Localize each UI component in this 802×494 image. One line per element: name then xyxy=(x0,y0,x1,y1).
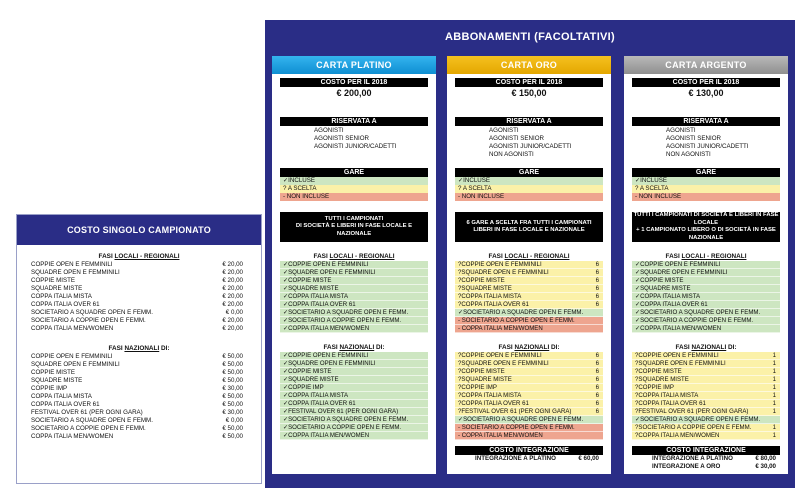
competition-name: ?COPPIE IMP xyxy=(458,384,497,391)
price-row-label: SQUADRE OPEN E FEMMINILI xyxy=(31,361,120,368)
competition-row xyxy=(280,301,428,309)
competition-name: ?COPPA ITALIA MISTA xyxy=(458,392,522,399)
competition-count: 6 xyxy=(595,360,599,367)
competition-row xyxy=(455,309,603,317)
price-row-value: € 50,00 xyxy=(222,377,243,384)
competition-name: ✓SOCIETARIO A SQUADRE OPEN E FEMM. xyxy=(635,309,761,316)
competition-row xyxy=(455,293,603,301)
local-section-title xyxy=(447,252,611,261)
price-row xyxy=(17,393,261,401)
competition-row xyxy=(632,384,780,392)
competition-name: ✓SOCIETARIO A COPPIE OPEN E FEMM. xyxy=(283,424,402,431)
integration-price: € 60,00 xyxy=(578,455,599,462)
competition-row xyxy=(632,309,780,317)
competition-row xyxy=(632,432,780,440)
competition-row xyxy=(455,432,603,440)
price-row-label: COPPA ITALIA MEN/WOMEN xyxy=(31,433,114,440)
competition-name: ✓SOCIETARIO A SQUADRE OPEN E FEMM. xyxy=(458,416,584,423)
description-line: 6 GARE A SCELTA FRA TUTTI I CAMPIONATI xyxy=(466,219,592,226)
price-row xyxy=(17,409,261,417)
competition-row xyxy=(632,424,780,432)
reserved-item: AGONISTI SENIOR xyxy=(666,135,722,142)
competition-name: ✓COPPA ITALIA MEN/WOMEN xyxy=(283,325,370,332)
competition-row xyxy=(455,360,603,368)
competition-name: - SOCIETARIO A COPPIE OPEN E FEMM. xyxy=(458,317,575,324)
competition-row xyxy=(280,352,428,360)
price-row xyxy=(17,385,261,393)
integration-price: € 80,00 xyxy=(755,455,776,462)
card-oro xyxy=(447,56,611,474)
price-row xyxy=(17,361,261,369)
price-row-value: € 50,00 xyxy=(222,425,243,432)
competition-row xyxy=(632,285,780,293)
national-title: NAZIONALI xyxy=(514,344,550,351)
price-row-label: SOCIETARIO A COPPIE OPEN E FEMM. xyxy=(31,317,146,324)
competition-row xyxy=(455,269,603,277)
competition-count: 6 xyxy=(595,301,599,308)
price-row-label: SQUADRE OPEN E FEMMINILI xyxy=(31,269,120,276)
competition-name: ?SQUADRE MISTE xyxy=(458,376,512,383)
description-line: + 1 CAMPIONATO LIBERO O DI SOCIETÀ IN FASE NAZIONALE xyxy=(636,227,776,241)
local-title: LOCALI - REGIONALI xyxy=(329,253,395,260)
price-row-value: € 20,00 xyxy=(222,277,243,284)
competition-row xyxy=(632,376,780,384)
national-suffix: DI: xyxy=(726,344,737,351)
competition-name: ✓SQUADRE MISTE xyxy=(283,285,339,292)
competition-row xyxy=(455,317,603,325)
competition-name: ✓COPPIE OPEN E FEMMINILI xyxy=(635,261,721,268)
competition-row xyxy=(455,400,603,408)
competition-count: 1 xyxy=(772,384,776,391)
price-row-label: COPPA ITALIA OVER 61 xyxy=(31,401,100,408)
competition-count: 6 xyxy=(595,368,599,375)
legend-item: - NON INCLUSE xyxy=(632,193,780,201)
competition-name: ?COPPIE MISTE xyxy=(458,277,505,284)
integration-name: INTEGRAZIONE A ORO xyxy=(652,463,721,470)
left-local-list xyxy=(17,261,261,333)
competition-count: 6 xyxy=(595,384,599,391)
competition-name: ✓COPPIE OPEN E FEMMINILI xyxy=(283,352,369,359)
price-row xyxy=(17,269,261,277)
reserved-item: NON AGONISTI xyxy=(489,151,534,158)
competition-name: ✓COPPA ITALIA MISTA xyxy=(283,293,349,300)
competition-name: ?FESTIVAL OVER 61 (PER OGNI GARA) xyxy=(458,408,572,415)
reserved-item: AGONISTI xyxy=(666,127,696,134)
competition-count: 6 xyxy=(595,269,599,276)
competition-name: ✓FESTIVAL OVER 61 (PER OGNI GARA) xyxy=(283,408,399,415)
competition-row xyxy=(280,408,428,416)
price-row xyxy=(17,293,261,301)
price-row-label: SOCIETARIO A COPPIE OPEN E FEMM. xyxy=(31,425,146,432)
integration-row xyxy=(447,455,611,463)
competition-row xyxy=(632,416,780,424)
competition-count: 1 xyxy=(772,400,776,407)
competition-name: ✓COPPA ITALIA MISTA xyxy=(283,392,349,399)
competition-name: ✓SQUADRE OPEN E FEMMINILI xyxy=(635,269,728,276)
competition-row xyxy=(455,301,603,309)
integration-row xyxy=(624,463,788,471)
reserved-item: AGONISTI JUNIOR/CADETTI xyxy=(489,143,572,150)
card-title: CARTA PLATINO xyxy=(272,56,436,74)
price-row-value: € 20,00 xyxy=(222,269,243,276)
description-line: TUTTI I CAMPIONATI DI SOCIETÀ E LIBERI IN FASE LOCALE xyxy=(633,212,779,226)
competition-name: ✓SOCIETARIO A SQUADRE OPEN E FEMM. xyxy=(635,416,761,423)
competition-row xyxy=(455,325,603,333)
subscriptions-title: ABBONAMENTI (FACOLTATIVI) xyxy=(265,20,795,54)
local-prefix: FASI xyxy=(665,253,682,260)
national-section-title xyxy=(447,343,611,352)
competition-name: ?COPPIE MISTE xyxy=(458,368,505,375)
price-row-label: COPPIE MISTE xyxy=(31,369,76,376)
competition-count: 6 xyxy=(595,293,599,300)
competition-name: ✓COPPIE MISTE xyxy=(283,277,332,284)
competition-row xyxy=(280,261,428,269)
competition-name: ✓SOCIETARIO A SQUADRE OPEN E FEMM. xyxy=(458,309,584,316)
competition-count: 1 xyxy=(772,432,776,439)
competition-row xyxy=(632,368,780,376)
competition-row xyxy=(632,360,780,368)
competition-row xyxy=(455,416,603,424)
price-row-value: € 30,00 xyxy=(222,409,243,416)
price-row xyxy=(17,425,261,433)
price-row-label: COPPA ITALIA MISTA xyxy=(31,393,92,400)
integration-row xyxy=(624,455,788,463)
price-row-value: € 20,00 xyxy=(222,301,243,308)
gare-label: GARE xyxy=(455,168,603,177)
competition-count: 1 xyxy=(772,408,776,415)
competition-count: 1 xyxy=(772,352,776,359)
competition-row xyxy=(280,269,428,277)
competition-row xyxy=(280,277,428,285)
reserved-list xyxy=(272,126,436,168)
competition-name: ?COPPA ITALIA MEN/WOMEN xyxy=(635,432,720,439)
price-row xyxy=(17,261,261,269)
competition-row xyxy=(280,285,428,293)
competition-name: ✓COPPA ITALIA MISTA xyxy=(635,293,701,300)
competition-row xyxy=(455,384,603,392)
price-row xyxy=(17,285,261,293)
competition-row xyxy=(280,392,428,400)
card-price: € 130,00 xyxy=(688,88,724,98)
competition-count: 6 xyxy=(595,285,599,292)
competition-name: ✓COPPIE MISTE xyxy=(635,277,684,284)
competition-name: ✓SOCIETARIO A COPPIE OPEN E FEMM. xyxy=(283,317,402,324)
competition-row xyxy=(632,352,780,360)
description-line: LIBERI IN FASE LOCALE E NAZIONALE xyxy=(473,227,585,233)
price-row-label: COPPIE IMP xyxy=(31,385,68,392)
competition-name: - COPPA ITALIA MEN/WOMEN xyxy=(458,432,543,439)
reserved-item: NON AGONISTI xyxy=(666,151,711,158)
competition-count: 6 xyxy=(595,277,599,284)
reserved-item: AGONISTI JUNIOR/CADETTI xyxy=(666,143,749,150)
national-section-title xyxy=(272,343,436,352)
competition-name: ✓SOCIETARIO A COPPIE OPEN E FEMM. xyxy=(635,317,754,324)
competition-name: ?SQUADRE OPEN E FEMMINILI xyxy=(458,360,549,367)
price-row-label: SQUADRE MISTE xyxy=(31,285,83,292)
competition-row xyxy=(455,277,603,285)
price-row-label: COPPA ITALIA MEN/WOMEN xyxy=(31,325,114,332)
price-row-value: € 20,00 xyxy=(222,285,243,292)
reserved-item: AGONISTI xyxy=(489,127,519,134)
price-row xyxy=(17,401,261,409)
card-platino xyxy=(272,56,436,474)
price-row xyxy=(17,277,261,285)
legend-item: ? A SCELTA xyxy=(280,185,428,193)
left-national-section-title: FASI NAZIONALI DI: xyxy=(108,345,170,352)
competition-row xyxy=(455,408,603,416)
competition-row xyxy=(280,400,428,408)
competition-name: ✓SOCIETARIO A SQUADRE OPEN E FEMM. xyxy=(283,309,409,316)
competition-name: ?COPPIE OPEN E FEMMINILI xyxy=(635,352,719,359)
legend-item: ✓INCLUSE xyxy=(632,177,780,185)
competition-row xyxy=(280,368,428,376)
competition-name: ?SQUADRE OPEN E FEMMINILI xyxy=(635,360,726,367)
competition-name: ?SQUADRE OPEN E FEMMINILI xyxy=(458,269,549,276)
competition-row xyxy=(280,376,428,384)
price-row xyxy=(17,417,261,425)
description-box xyxy=(455,212,603,242)
price-row-value: € 30,00 xyxy=(222,385,243,392)
integration-name: INTEGRAZIONE A PLATINO xyxy=(652,455,733,462)
competition-name: ?COPPA ITALIA MISTA xyxy=(635,392,699,399)
competition-row xyxy=(455,376,603,384)
legend-item: ✓INCLUSE xyxy=(280,177,428,185)
price-row xyxy=(17,317,261,325)
local-prefix: FASI xyxy=(313,253,330,260)
competition-count: 1 xyxy=(772,360,776,367)
price-row-value: € 20,00 xyxy=(222,261,243,268)
competition-count: 6 xyxy=(595,392,599,399)
competition-row xyxy=(280,432,428,440)
competition-name: - COPPA ITALIA MEN/WOMEN xyxy=(458,325,543,332)
competition-name: ✓COPPA ITALIA OVER 61 xyxy=(283,301,356,308)
price-row-value: € 0,00 xyxy=(225,309,243,316)
price-row-label: COPPIE OPEN E FEMMINILI xyxy=(31,353,113,360)
national-title: NAZIONALI xyxy=(339,344,375,351)
legend-item: - NON INCLUSE xyxy=(455,193,603,201)
competition-count: 1 xyxy=(772,392,776,399)
price-row-label: COPPIE MISTE xyxy=(31,277,76,284)
competition-count: 1 xyxy=(772,368,776,375)
price-row xyxy=(17,309,261,317)
competition-row xyxy=(455,261,603,269)
left-national-list xyxy=(17,353,261,441)
competition-name: ✓COPPIE IMP xyxy=(283,384,324,391)
national-title: NAZIONALI xyxy=(691,344,727,351)
competition-name: ?SOCIETARIO A COPPIE OPEN E FEMM. xyxy=(635,424,752,431)
national-prefix: FASI xyxy=(323,344,340,351)
competition-count: 1 xyxy=(772,376,776,383)
reserved-item: AGONISTI JUNIOR/CADETTI xyxy=(314,143,397,150)
competition-name: ✓SOCIETARIO A SQUADRE OPEN E FEMM. xyxy=(283,416,409,423)
integration-price: € 30,00 xyxy=(755,463,776,470)
competition-count: 6 xyxy=(595,400,599,407)
competition-name: ✓COPPA ITALIA MEN/WOMEN xyxy=(635,325,722,332)
reserved-list xyxy=(624,126,788,168)
competition-row xyxy=(280,293,428,301)
competition-row xyxy=(280,360,428,368)
competition-name: ?SQUADRE MISTE xyxy=(635,376,689,383)
competition-name: ?COPPIE IMP xyxy=(635,384,674,391)
legend-item: - NON INCLUSE xyxy=(280,193,428,201)
competition-name: ✓COPPA ITALIA OVER 61 xyxy=(283,400,356,407)
price-row-label: COPPIE OPEN E FEMMINILI xyxy=(31,261,113,268)
competition-name: ?FESTIVAL OVER 61 (PER OGNI GARA) xyxy=(635,408,749,415)
price-row-value: € 50,00 xyxy=(222,401,243,408)
price-row-label: FESTIVAL OVER 61 (PER OGNI GARA) xyxy=(31,409,143,416)
card-title: CARTA ORO xyxy=(447,56,611,74)
competition-name: ?COPPA ITALIA OVER 61 xyxy=(458,400,529,407)
price-row-value: € 20,00 xyxy=(222,317,243,324)
card-argento xyxy=(624,56,788,474)
legend-item: ? A SCELTA xyxy=(455,185,603,193)
price-row xyxy=(17,433,261,441)
reserved-label: RISERVATA A xyxy=(632,117,780,126)
card-price: € 200,00 xyxy=(336,88,372,98)
competition-name: ✓SQUADRE MISTE xyxy=(635,285,691,292)
description-box xyxy=(632,212,780,242)
competition-name: ✓COPPIE OPEN E FEMMINILI xyxy=(283,261,369,268)
competition-row xyxy=(280,309,428,317)
reserved-label: RISERVATA A xyxy=(280,117,428,126)
competition-name: ✓SQUADRE MISTE xyxy=(283,376,339,383)
competition-row xyxy=(280,325,428,333)
local-title: LOCALI - REGIONALI xyxy=(681,253,747,260)
legend-item: ✓INCLUSE xyxy=(455,177,603,185)
national-section-title xyxy=(624,343,788,352)
description-line: DI SOCIETÀ E LIBERI IN FASE LOCALE E NAZIONALE xyxy=(295,223,413,237)
competition-row xyxy=(632,392,780,400)
card-price: € 150,00 xyxy=(511,88,547,98)
competition-row xyxy=(280,424,428,432)
price-row-value: € 50,00 xyxy=(222,361,243,368)
competition-name: ✓COPPA ITALIA MEN/WOMEN xyxy=(283,432,370,439)
competition-row xyxy=(280,384,428,392)
integration-name: INTEGRAZIONE A PLATINO xyxy=(475,455,556,462)
local-title: LOCALI - REGIONALI xyxy=(504,253,570,260)
competition-row xyxy=(455,392,603,400)
price-row-value: € 0,00 xyxy=(225,417,243,424)
reserved-item: AGONISTI SENIOR xyxy=(314,135,370,142)
local-section-title xyxy=(272,252,436,261)
reserved-item: AGONISTI SENIOR xyxy=(489,135,545,142)
competition-row xyxy=(455,424,603,432)
price-row-label: SOCIETARIO A SQUADRE OPEN E FEMM. xyxy=(31,417,153,424)
competition-row xyxy=(632,261,780,269)
cost-label: COSTO PER IL 2018 xyxy=(632,78,780,87)
competition-name: ?COPPA ITALIA OVER 61 xyxy=(635,400,706,407)
description-line: TUTTI I CAMPIONATI xyxy=(324,215,384,222)
competition-name: ?COPPA ITALIA MISTA xyxy=(458,293,522,300)
competition-name: ✓COPPIE MISTE xyxy=(283,368,332,375)
competition-row xyxy=(280,317,428,325)
single-championship-title: COSTO SINGOLO CAMPIONATO xyxy=(17,215,261,245)
competition-name: ✓COPPA ITALIA OVER 61 xyxy=(635,301,708,308)
national-prefix: FASI xyxy=(675,344,692,351)
card-title: CARTA ARGENTO xyxy=(624,56,788,74)
left-local-section-title: FASI LOCALI - REGIONALI xyxy=(98,253,180,260)
price-row xyxy=(17,377,261,385)
single-championship-panel xyxy=(16,214,262,484)
competition-row xyxy=(632,277,780,285)
reserved-label: RISERVATA A xyxy=(455,117,603,126)
price-row-value: € 50,00 xyxy=(222,433,243,440)
price-row-value: € 20,00 xyxy=(222,325,243,332)
competition-name: - SOCIETARIO A COPPIE OPEN E FEMM. xyxy=(458,424,575,431)
price-row xyxy=(17,301,261,309)
price-row xyxy=(17,353,261,361)
price-row-value: € 50,00 xyxy=(222,369,243,376)
competition-count: 6 xyxy=(595,376,599,383)
competition-name: ?COPPIE OPEN E FEMMINILI xyxy=(458,352,542,359)
national-suffix: DI: xyxy=(549,344,560,351)
competition-row xyxy=(280,416,428,424)
reserved-list xyxy=(447,126,611,168)
cost-label: COSTO PER IL 2018 xyxy=(455,78,603,87)
competition-name: ?COPPIE OPEN E FEMMINILI xyxy=(458,261,542,268)
local-section-title xyxy=(624,252,788,261)
price-row-label: SOCIETARIO A SQUADRE OPEN E FEMM. xyxy=(31,309,153,316)
integration-label: COSTO INTEGRAZIONE xyxy=(632,446,780,455)
gare-label: GARE xyxy=(280,168,428,177)
reserved-item: AGONISTI xyxy=(314,127,344,134)
competition-name: ✓SQUADRE OPEN E FEMMINILI xyxy=(283,269,376,276)
price-row-label: SQUADRE MISTE xyxy=(31,377,83,384)
competition-row xyxy=(632,301,780,309)
competition-count: 1 xyxy=(772,424,776,431)
competition-row xyxy=(455,352,603,360)
price-row xyxy=(17,369,261,377)
national-prefix: FASI xyxy=(498,344,515,351)
gare-label: GARE xyxy=(632,168,780,177)
cost-label: COSTO PER IL 2018 xyxy=(280,78,428,87)
competition-row xyxy=(455,285,603,293)
legend-item: ? A SCELTA xyxy=(632,185,780,193)
competition-name: ✓SQUADRE OPEN E FEMMINILI xyxy=(283,360,376,367)
competition-row xyxy=(455,368,603,376)
price-row-value: € 50,00 xyxy=(222,353,243,360)
price-row-label: COPPA ITALIA OVER 61 xyxy=(31,301,100,308)
price-row-label: COPPA ITALIA MISTA xyxy=(31,293,92,300)
competition-name: ?COPPA ITALIA OVER 61 xyxy=(458,301,529,308)
competition-row xyxy=(632,293,780,301)
price-row-value: € 20,00 xyxy=(222,293,243,300)
competition-row xyxy=(632,325,780,333)
competition-row xyxy=(632,400,780,408)
description-box xyxy=(280,212,428,242)
competition-row xyxy=(632,317,780,325)
competition-count: 6 xyxy=(595,261,599,268)
national-suffix: DI: xyxy=(374,344,385,351)
price-row xyxy=(17,325,261,333)
competition-row xyxy=(632,269,780,277)
competition-name: ?SQUADRE MISTE xyxy=(458,285,512,292)
competition-name: ?COPPIE MISTE xyxy=(635,368,682,375)
competition-row xyxy=(632,408,780,416)
price-row-value: € 50,00 xyxy=(222,393,243,400)
competition-count: 6 xyxy=(595,408,599,415)
integration-label: COSTO INTEGRAZIONE xyxy=(455,446,603,455)
local-prefix: FASI xyxy=(488,253,505,260)
competition-count: 6 xyxy=(595,352,599,359)
